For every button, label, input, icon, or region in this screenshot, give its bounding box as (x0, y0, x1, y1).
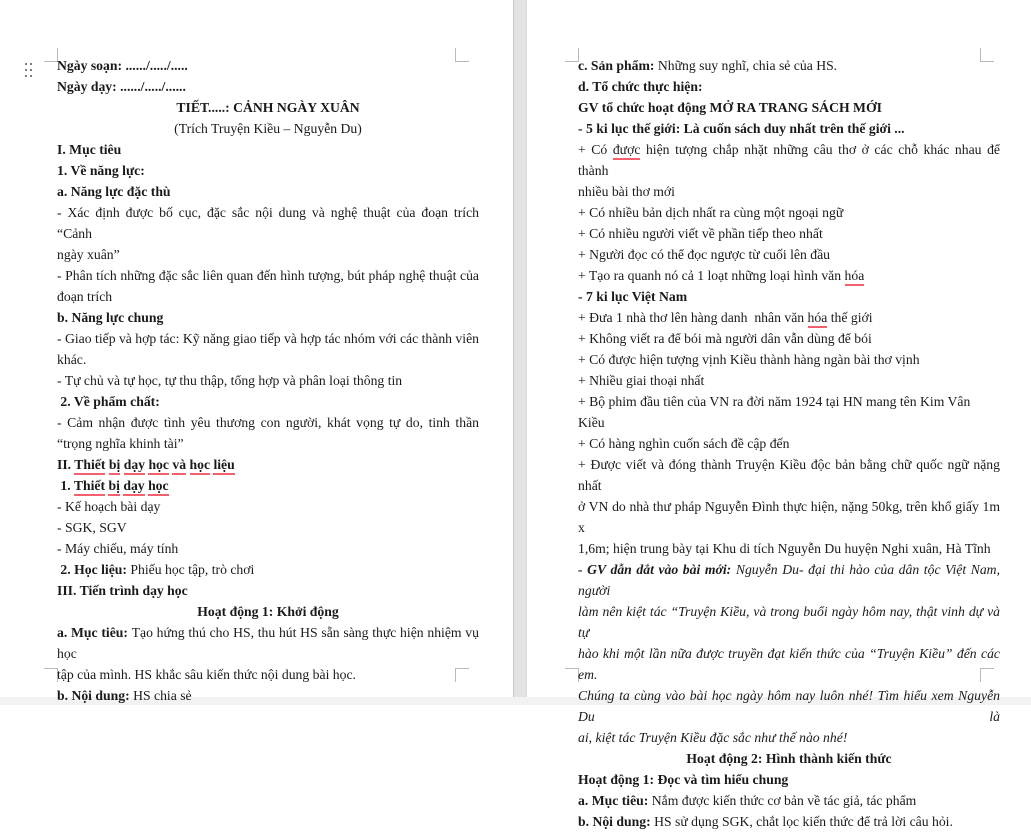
misspelled-word: hóa (808, 310, 828, 328)
drag-handle-icon[interactable] (25, 63, 32, 77)
text-line: a. Năng lực đặc thù (57, 184, 171, 199)
text-line: - Kế hoạch bài dạy (57, 499, 161, 514)
text-line: GV tổ chức hoạt động MỞ RA TRANG SÁCH MỚI (578, 100, 882, 115)
text-line: - 5 ki lục thế giới: Là cuốn sách duy nhất trên thế giới ... (578, 121, 905, 136)
text-line: c. Sản phẩm: Những suy nghĩ, chia sẻ của HS. (578, 58, 838, 73)
text-line: - Tự chủ và tự học, tự thu thập, tổng hợp và phân loại thông tin (57, 373, 403, 388)
text-line: “trọng nghĩa khinh tài” (57, 436, 184, 451)
text-line: II. Thiết bị dạy học và học liệu (57, 454, 479, 475)
misspelled-word: học (148, 457, 169, 475)
text-line: + Người đọc có thể đọc ngược từ cuối lên đầu (578, 247, 830, 262)
text-line: Hoạt động 1: Đọc và tìm hiểu chung (578, 772, 789, 787)
text-line: khác. (57, 352, 87, 367)
misspelled-word: hóa (845, 268, 865, 286)
text-line: tập của mình. HS khắc sâu kiến thức nội dung bài học. (57, 667, 356, 682)
text-line: Hoạt động 1: Khởi động (197, 604, 339, 619)
misspelled-word: dạy (124, 457, 145, 475)
text-line: 2. Về phẩm chất: (57, 394, 160, 409)
text-line: - 7 ki lục Việt Nam (578, 289, 688, 304)
text-line: Ngày soạn: ....../...../..... (57, 58, 188, 73)
text-line: ở VN do nhà thư pháp Nguyễn Đình thực hiện, nặng 50kg, trên khổ giấy 1m x (578, 499, 1000, 535)
text-line: b. Nội dung: HS chia sẻ (57, 688, 192, 703)
text-line: d. Tổ chức thực hiện: (578, 79, 703, 94)
text-line: + Được viết và đóng thành Truyện Kiều độc bản bằng chữ quốc ngữ nặng nhất (578, 457, 1000, 493)
page-right-text[interactable] (578, 55, 1000, 832)
text-line: ngày xuân” (57, 247, 120, 262)
misspelled-word: Thiết (74, 457, 105, 475)
text-line: nhiều bài thơ mới (578, 184, 675, 199)
text-line: - GV dẫn dắt vào bài mới: Nguyễn Du- đại thi hào của dân tộc Việt Nam, người (578, 562, 1000, 598)
misspelled-word: liệu (213, 457, 234, 475)
text-line: Chúng ta cùng vào bài học ngày hôm nay luôn nhé! Tìm hiểu xem Nguyễn Du là (578, 688, 1000, 724)
misspelled-word: dạy (123, 478, 144, 496)
text-line: I. Mục tiêu (57, 142, 122, 157)
text-line: 2. Học liệu: Phiếu học tập, trò chơi (57, 562, 255, 577)
misspelled-word: Thiết (74, 478, 105, 496)
text-line: đoạn trích (57, 289, 113, 304)
misspelled-word: và (172, 457, 186, 475)
text-line: + Tạo ra quanh nó cả 1 loạt những loại hình văn hóa (578, 265, 1000, 286)
text-line: (Trích Truyện Kiều – Nguyễn Du) (174, 121, 362, 136)
text-line: - Xác định được bố cục, đặc sắc nội dung và nghệ thuật của đoạn trích “Cảnh (57, 205, 479, 241)
text-line: 1. Thiết bị dạy học (57, 475, 479, 496)
text-line: + Đưa 1 nhà thơ lên hàng danh nhân văn hóa thế giới (578, 307, 1000, 328)
text-line: + Không viết ra để bói mà người dân vẫn dùng để bói (578, 331, 872, 346)
text-line: + Có hàng nghìn cuốn sách đề cập đến (578, 436, 790, 451)
text-line: - Cảm nhận được tình yêu thương con người, khát vọng tự do, tinh thần (57, 415, 479, 430)
misspelled-word: học (190, 457, 211, 475)
misspelled-word: bị (109, 457, 120, 475)
text-line: - Phân tích những đặc sắc liên quan đến hình tượng, bút pháp nghệ thuật của (57, 268, 479, 283)
text-line: a. Mục tiêu: Nắm được kiến thức cơ bản về tác giả, tác phẩm (578, 793, 917, 808)
text-line: + Bộ phim đầu tiên của VN ra đời năm 1924 tại HN mang tên Kim Vân Kiều (578, 394, 971, 430)
misspelled-word: học (148, 478, 169, 496)
text-line: ai, kiệt tác Truyện Kiều đặc sắc như thế nào nhé! (578, 730, 848, 745)
text-line: Ngày dạy: ....../...../...... (57, 79, 186, 94)
crop-mark-left-top-left (44, 48, 58, 62)
text-line: a. Mục tiêu: Tạo hứng thú cho HS, thu hút HS sẵn sàng thực hiện nhiệm vụ học (57, 625, 479, 661)
text-line: 1,6m; hiện trung bày tại Khu di tích Nguyễn Du huyện Nghi xuân, Hà Tĩnh (578, 541, 991, 556)
crop-mark-right-top-left (565, 48, 579, 62)
text-line: - Máy chiếu, máy tính (57, 541, 179, 556)
text-line: + Có được hiện tượng chắp nhặt những câu thơ ở các chỗ khác nhau để thành (578, 142, 1000, 178)
text-line: + Có được hiện tượng vịnh Kiều thành hàng ngàn bài thơ vịnh (578, 352, 920, 367)
misspelled-word: bị (108, 478, 119, 496)
crop-mark-left-bottom-left (44, 668, 58, 682)
text-line: b. Năng lực chung (57, 310, 164, 325)
text-line: TIẾT.....: CẢNH NGÀY XUÂN (176, 100, 360, 115)
text-line: Hoạt động 2: Hình thành kiến thức (686, 751, 892, 766)
text-line: - Giao tiếp và hợp tác: Kỹ năng giao tiếp và hợp tác nhóm với các thành viên (57, 331, 479, 346)
text-line: - SGK, SGV (57, 520, 127, 535)
crop-mark-right-bottom-left (565, 668, 579, 682)
text-line: + Nhiều giai thoại nhất (578, 373, 705, 388)
text-line: b. Nội dung: HS sử dụng SGK, chắt lọc kiến thức để trả lời câu hỏi. (578, 814, 953, 829)
page-left-text[interactable] (57, 55, 479, 706)
text-line: làm nên kiệt tác “Truyện Kiều, và trong buổi ngày hôm nay, thật vinh dự và tự (578, 604, 1000, 640)
text-line: + Có nhiều bản dịch nhất ra cùng một ngoại ngữ (578, 205, 844, 220)
text-line: 1. Về năng lực: (57, 163, 145, 178)
text-line: III. Tiến trình dạy học (57, 583, 188, 598)
text-line: hào khi một lần nữa được truyền đạt kiến thức của “Truyện Kiều” đến các em. (578, 646, 1000, 682)
page-gap (513, 0, 527, 697)
text-line: + Có nhiều người viết về phần tiếp theo nhất (578, 226, 823, 241)
misspelled-word: được (613, 142, 641, 160)
